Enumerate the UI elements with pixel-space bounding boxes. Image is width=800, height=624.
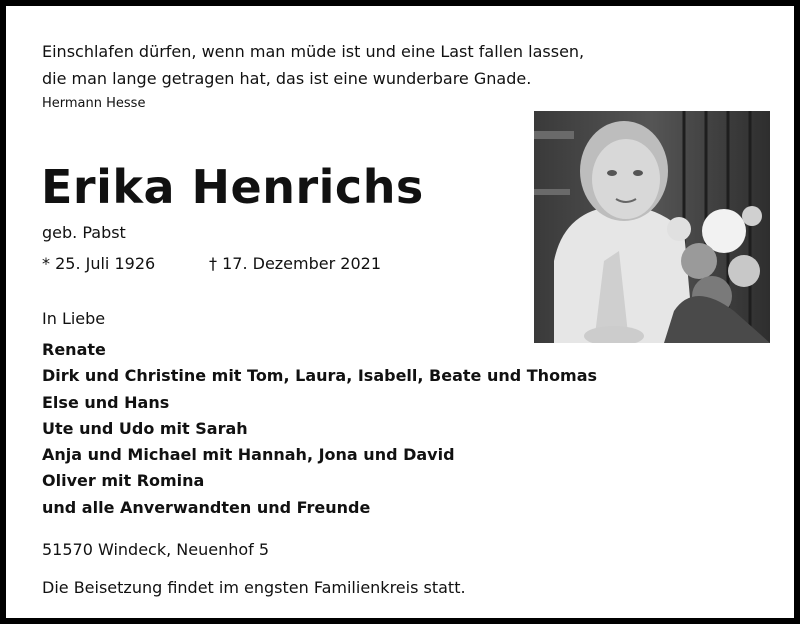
quote-line-1: Einschlafen dürfen, wenn man müde ist und eine Last fallen lassen, (42, 42, 585, 61)
funeral-note: Die Beisetzung findet im engsten Familienkreis statt. (42, 578, 466, 597)
portrait-photo-image (534, 111, 770, 343)
mourners-list (42, 342, 597, 526)
address: 51570 Windeck, Neuenhof 5 (42, 540, 270, 559)
mourner-item: Ute und Udo mit Sarah (42, 418, 248, 438)
death-date: † 17. Dezember 2021 (209, 254, 381, 273)
quote-author: Hermann Hesse (42, 96, 146, 111)
mourner-item: Else und Hans (42, 392, 170, 412)
mourner-item: Anja und Michael mit Hannah, Jona und David (42, 445, 455, 465)
birth-date: * 25. Juli 1926 (42, 254, 156, 273)
mourner-item: und alle Anverwandten und Freunde (42, 497, 371, 517)
deceased-name: Erika Henrichs (41, 160, 424, 214)
mourner-item: Dirk und Christine mit Tom, Laura, Isabell, Beate und Thomas (42, 366, 598, 386)
mourner-item: Oliver mit Romina (42, 471, 205, 491)
portrait-photo (534, 111, 770, 343)
mourner-item: Renate (42, 340, 106, 359)
birth-name: geb. Pabst (42, 223, 126, 242)
intro-text: In Liebe (42, 309, 106, 328)
quote-line-2: die man lange getragen hat, das ist eine wunderbare Gnade. (42, 69, 532, 88)
